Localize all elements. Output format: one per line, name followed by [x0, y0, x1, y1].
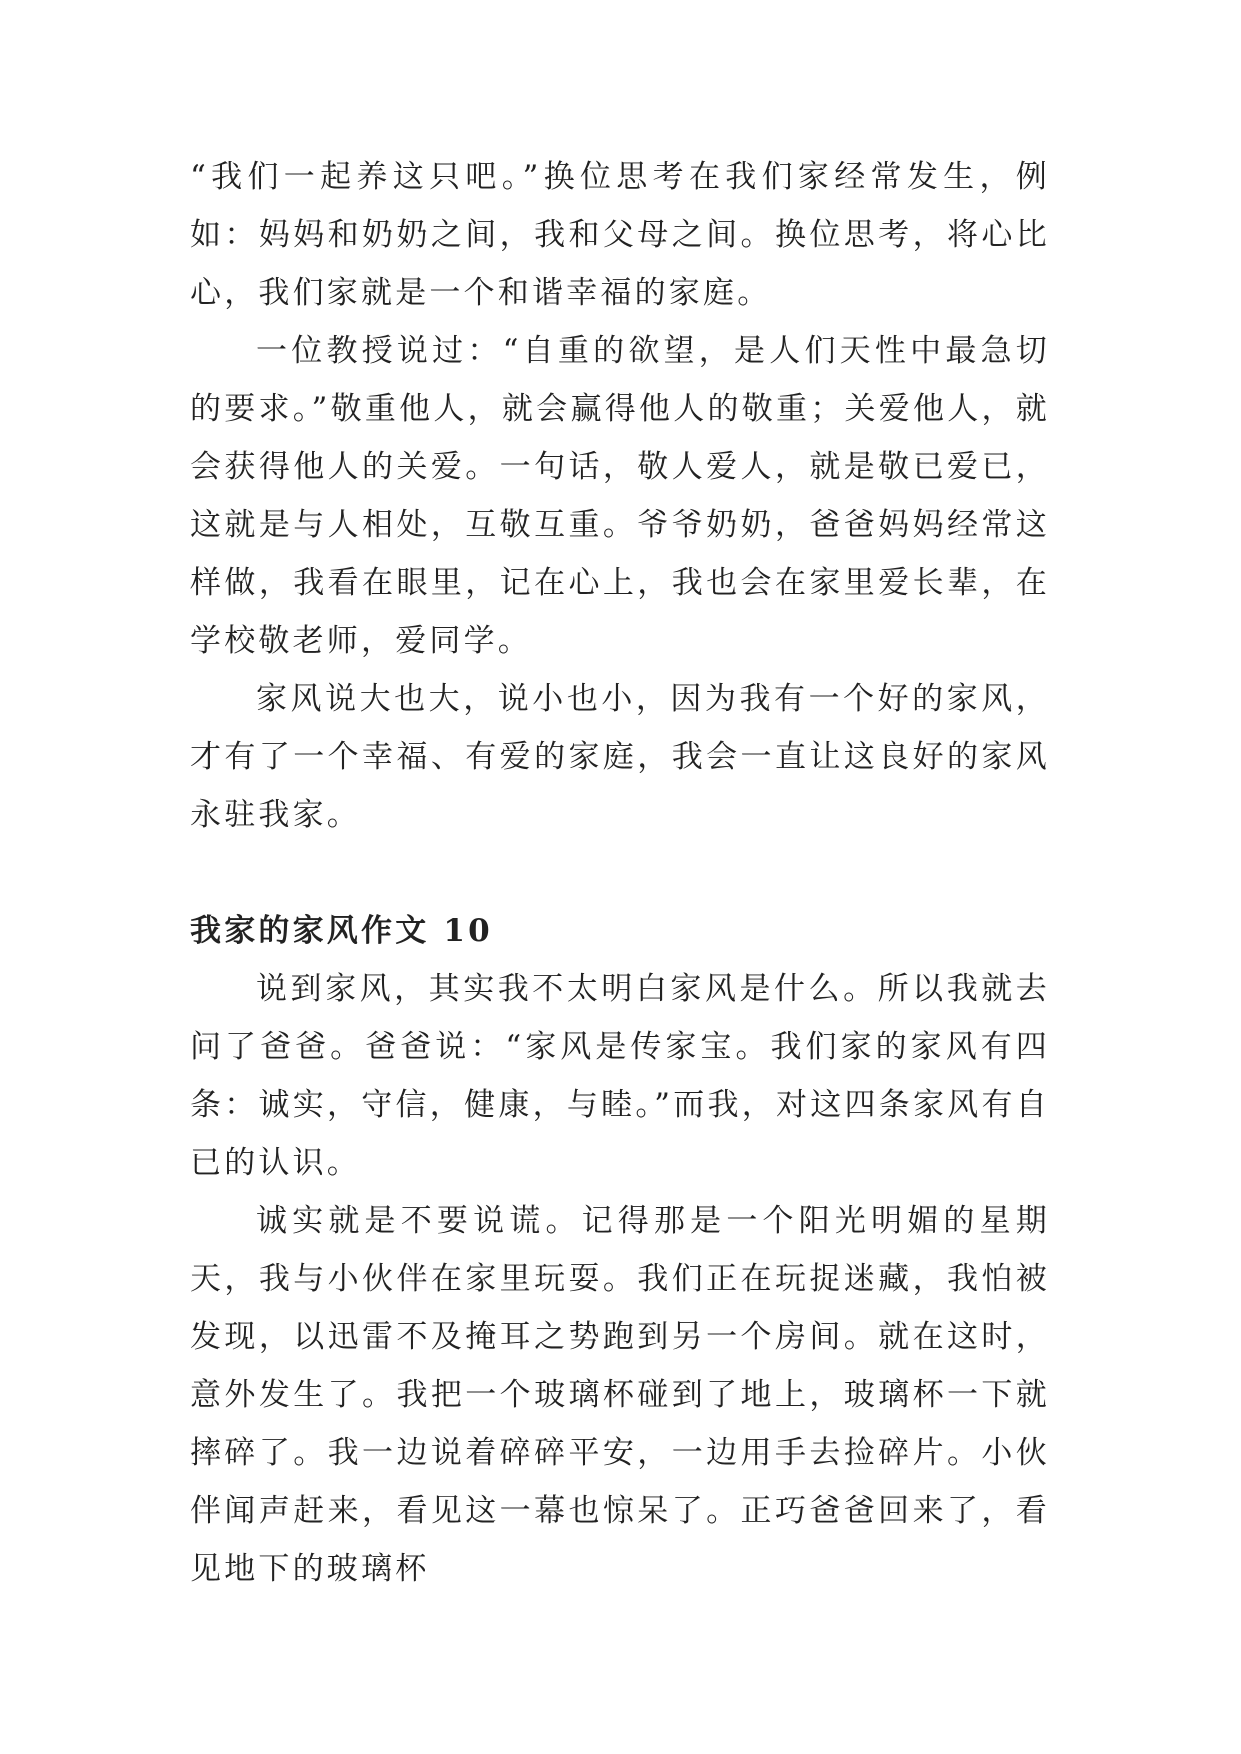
paragraph: 诚实就是不要说谎。记得那是一个阳光明媚的星期天，我与小伙伴在家里玩耍。我们正在玩捉迷藏，我怕被发现，以迅雷不及掩耳之势跑到另一个房间。就在这时，意外发生了。我把一个玻璃杯碰到了地上，玻璃杯一下就摔碎了。我一边说着碎碎平安，一边用手去捡碎片。小伙伴闻声赶来，看见这一幕也惊呆了。正巧爸爸回来了，看见地下的玻璃杯 [190, 1203, 1050, 1587]
document-page [190, 148, 1050, 1598]
paragraph-continued: “我们一起养这只吧。”换位思考在我们家经常发生，例如：妈妈和奶奶之间，我和父母之间。换位思考，将心比心，我们家就是一个和谐幸福的家庭。 [190, 159, 1050, 311]
paragraph: 家风说大也大，说小也小，因为我有一个好的家风，才有了一个幸福、有爱的家庭，我会一直让这良好的家风永驻我家。 [190, 681, 1050, 833]
article-title: 我家的家风作文 10 [190, 913, 493, 949]
paragraph: 说到家风，其实我不太明白家风是什么。所以我就去问了爸爸。爸爸说：“家风是传家宝。我们家的家风有四条：诚实，守信，健康，与睦。”而我，对这四条家风有自已的认识。 [190, 971, 1050, 1181]
paragraph: 一位教授说过：“自重的欲望，是人们天性中最急切的要求。”敬重他人，就会赢得他人的敬重；关爱他人，就会获得他人的关爱。一句话，敬人爱人，就是敬已爱已，这就是与人相处，互敬互重。爷爷奶奶，爸爸妈妈经常这样做，我看在眼里，记在心上，我也会在家里爱长辈，在学校敬老师，爱同学。 [190, 333, 1050, 659]
section-spacer [190, 844, 1050, 902]
